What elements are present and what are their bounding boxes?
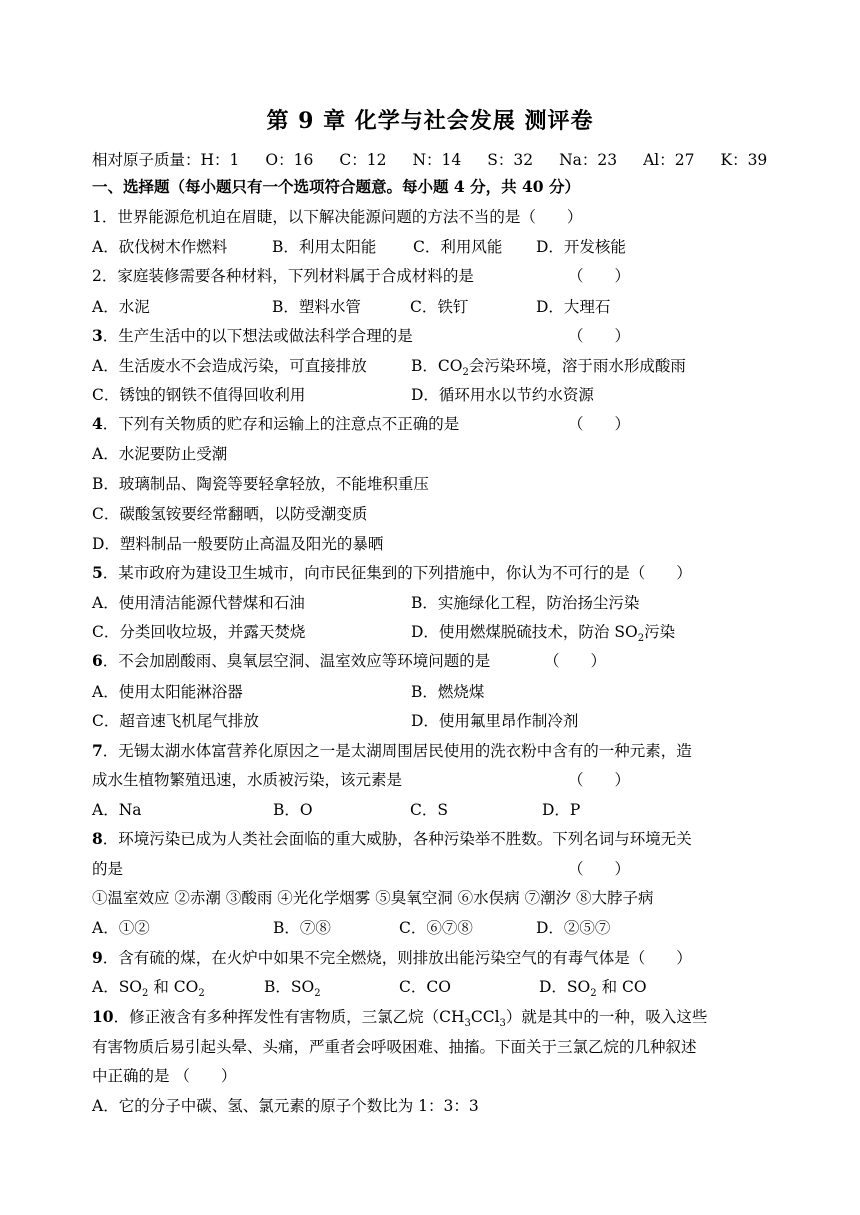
question-number: 5 (92, 563, 103, 582)
answer-paren: （ ） (568, 415, 631, 433)
atomic-mass-item: N：14 (412, 151, 462, 169)
question-7-stem-cont (92, 770, 631, 790)
option-d: D．$SO_2$ 和 CO (539, 978, 647, 1000)
option-a: A．使用太阳能淋浴器 (92, 683, 243, 701)
question-1-stem (92, 207, 582, 227)
question-text: ．世界能源危机迫在眉睫，以下解决能源问题的方法不当的是（ ） (101, 208, 583, 226)
option-a: A．水泥 (92, 298, 150, 316)
option-d: D．使用氟里昂作制冷剂 (411, 712, 579, 730)
question-text: ．生产生活中的以下想法或做法科学合理的是 (102, 327, 413, 345)
option-c: C．S (410, 801, 448, 819)
answer-paren: （ ） (568, 327, 631, 345)
option-d: D．P (542, 801, 581, 819)
option-a: A．①② (92, 919, 150, 937)
question-number: 7 (92, 741, 103, 760)
question-number: 9 (92, 948, 103, 967)
question-number: 3 (92, 326, 103, 345)
question-number: 8 (92, 829, 103, 848)
option-c: C．⑥⑦⑧ (399, 919, 473, 937)
question-3-stem (92, 326, 631, 346)
option-d: D．塑料制品一般要防止高温及阳光的暴晒 (92, 535, 384, 553)
question-9-stem (92, 948, 692, 968)
option-c: C．分类回收垃圾，并露天焚烧 (92, 623, 306, 641)
option-b: B．玻璃制品、陶瓷等要轻拿轻放，不能堆积重压 (92, 475, 429, 493)
option-d: D．②⑤⑦ (536, 919, 611, 937)
option-c: C．碳酸氢铵要经常翻晒，以防受潮变质 (92, 505, 368, 523)
option-a: A．使用清洁能源代替煤和石油 (92, 594, 305, 612)
option-b: B．利用太阳能 (272, 238, 377, 256)
atomic-mass-item: O：16 (265, 151, 314, 169)
question-7-stem (92, 741, 692, 761)
page-title: 第 9 章 化学与社会发展 测评卷 (266, 108, 594, 134)
question-2-stem (92, 266, 631, 286)
option-a: A．$SO_2$ 和 $CO_2$ (92, 978, 205, 1000)
question-text: ．含有硫的煤，在火炉中如果不完全燃烧，则排放出能污染空气的有毒气体是（ ） (102, 949, 692, 967)
option-b: B．$CO_2$会污染环境，溶于雨水形成酸雨 (411, 357, 686, 379)
option-c: C．锈蚀的钢铁不值得回收利用 (92, 386, 306, 404)
question-text: ．无锡太湖水体富营养化原因之一是太湖周围居民使用的洗衣粉中含有的一种元素，造 (102, 742, 692, 760)
question-text: ．家庭装修需要各种材料，下列材料属于合成材料的是 (101, 267, 474, 285)
option-c: C．利用风能 (413, 238, 503, 256)
option-c: C．铁钉 (410, 298, 469, 316)
atomic-mass-item: Al：27 (643, 151, 695, 169)
question-text: 成水生植物繁殖迅速，水质被污染，该元素是 (92, 771, 403, 789)
question-text: ．不会加剧酸雨、臭氧层空洞、温室效应等环境问题的是 (102, 652, 491, 670)
atomic-mass-item: C：12 (339, 151, 387, 169)
option-b: B．实施绿化工程，防治扬尘污染 (411, 594, 640, 612)
option-a: A．水泥要防止受潮 (92, 445, 228, 463)
question-4-stem (92, 414, 631, 434)
question-number: 10 (92, 1007, 114, 1026)
section-heading: 一、选择题（每小题只有一个选项符合题意。每小题 4 分，共 40 分） (92, 177, 580, 196)
question-8-stem-cont (92, 859, 631, 879)
option-a: A．它的分子中碳、氢、氯元素的原子个数比为 1：3：3 (92, 1097, 479, 1115)
question-8-stem (92, 829, 692, 849)
option-d: D．开发核能 (536, 238, 626, 256)
answer-paren: （ ） (568, 267, 631, 285)
option-c: C．CO (399, 978, 451, 996)
answer-paren: （ ） (544, 652, 607, 670)
option-b: B．塑料水管 (272, 298, 361, 316)
option-b: B．燃烧煤 (411, 683, 485, 701)
question-5-stem (92, 563, 692, 583)
option-b: B．⑦⑧ (273, 919, 331, 937)
question-text: 的是 (92, 860, 124, 878)
question-number: 2 (92, 267, 102, 285)
option-b: B．O (273, 801, 313, 819)
atomic-mass-line (92, 150, 767, 170)
option-d: D．大理石 (536, 298, 611, 316)
answer-paren: （ ） (568, 771, 631, 789)
option-d: D．循环用水以节约水资源 (411, 386, 594, 404)
atomic-mass-item: H：1 (200, 151, 240, 169)
question-8-list: ①温室效应 ②赤潮 ③酸雨 ④光化学烟雾 ⑤臭氧空洞 ⑥水俣病 ⑦潮汐 ⑧大脖子病 (92, 889, 654, 907)
option-a: A．砍伐树木作燃料 (92, 238, 228, 256)
option-c: C．超音速飞机尾气排放 (92, 712, 259, 730)
atomic-mass-item: Na：23 (559, 151, 618, 169)
option-a: A．Na (92, 801, 142, 819)
question-10-stem-cont: 中正确的是 （ ） (92, 1067, 237, 1085)
question-text: ．下列有关物质的贮存和运输上的注意点不正确的是 (102, 415, 460, 433)
question-text: ．修正液含有多种挥发性有害物质，三氯乙烷$(CH_3CCl_3)$就是其中的一种，吸入这些 (113, 1008, 708, 1030)
atomic-mass-prefix: 相对原子质量： (92, 151, 201, 169)
atomic-mass-item: S：32 (487, 151, 534, 169)
question-10-stem-cont: 有害物质后易引起头晕、头痛，严重者会呼吸困难、抽搐。下面关于三氯乙烷的几种叙述 (92, 1038, 697, 1056)
question-text: ．环境污染已成为人类社会面临的重大威胁，各种污染举不胜数。下列名词与环境无关 (102, 830, 692, 848)
question-10-stem (92, 1007, 708, 1030)
question-6-stem (92, 651, 607, 671)
question-number: 4 (92, 414, 103, 433)
atomic-mass-item: K：39 (720, 151, 768, 169)
question-number: 1 (92, 208, 102, 226)
answer-paren: （ ） (568, 860, 631, 878)
question-text: ．某市政府为建设卫生城市，向市民征集到的下列措施中，你认为不可行的是（ ） (102, 564, 692, 582)
option-b: B．$SO_2$ (264, 978, 321, 1000)
option-a: A．生活废水不会造成污染，可直接排放 (92, 357, 367, 375)
option-d: D．使用燃煤脱硫技术，防治 $SO_2$污染 (411, 623, 676, 645)
question-number: 6 (92, 651, 103, 670)
